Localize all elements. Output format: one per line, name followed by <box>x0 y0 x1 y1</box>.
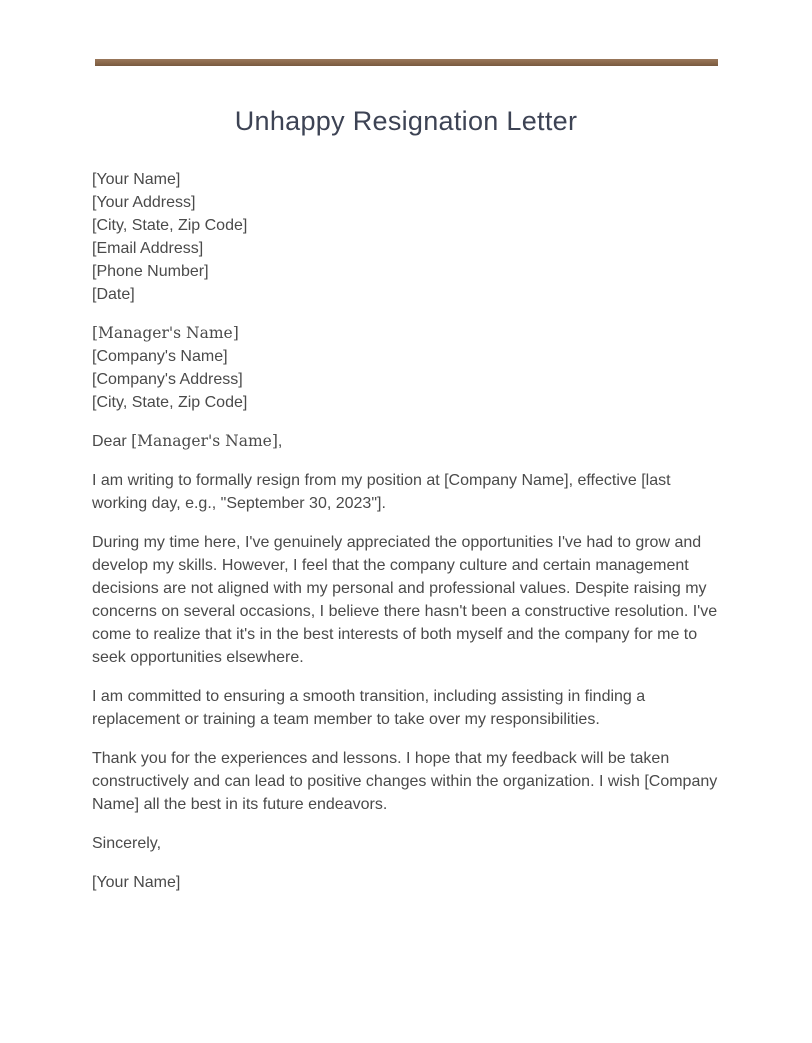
sender-line-address: [Your Address] <box>92 194 196 211</box>
paragraph-thanks: Thank you for the experiences and lessons. I hope that my feedback will be taken constructively and can lead to positive changes within the organization. I wish [Company Name] all the best in its future endeavors. <box>92 750 718 813</box>
recipient-line-company: [Company's Name] <box>92 348 228 365</box>
page-title: Unhappy Resignation Letter <box>234 106 578 136</box>
paragraph-reasons: During my time here, I've genuinely appreciated the opportunities I've had to grow and develop my skills. However, I feel that the company culture and certain management decisions are not aligned with my personal and professional values. Despite raising my concerns on several occasions, I believe there hasn't been a constructive resolution. I've come to realize that it's in the best interests of both myself and the company for me to seek opportunities elsewhere. <box>92 534 718 666</box>
salutation-placeholder: [Manager's Name] <box>131 432 278 450</box>
recipient-block <box>92 322 720 414</box>
paragraph-transition: I am committed to ensuring a smooth transition, including assisting in finding a replacement or training a team member to take over my responsibilities. <box>92 688 646 728</box>
sender-line-name: [Your Name] <box>92 171 181 188</box>
sender-line-email: [Email Address] <box>92 240 204 257</box>
salutation <box>92 430 720 453</box>
recipient-line-address: [Company's Address] <box>92 371 243 388</box>
paragraph-resignation: I am writing to formally resign from my position at [Company Name], effective [last working day, e.g., "September 30, 2023"]. <box>92 472 671 512</box>
salutation-suffix: , <box>277 433 283 450</box>
sender-block <box>92 168 720 306</box>
closing: Sincerely, <box>92 835 162 852</box>
recipient-line-manager: [Manager's Name] <box>92 324 239 342</box>
sender-line-city: [City, State, Zip Code] <box>92 217 248 234</box>
signature: [Your Name] <box>92 874 181 891</box>
letter-content <box>92 0 720 910</box>
sender-line-date: [Date] <box>92 286 135 303</box>
sender-line-phone: [Phone Number] <box>92 263 209 280</box>
salutation-prefix: Dear <box>92 433 132 450</box>
recipient-line-city: [City, State, Zip Code] <box>92 394 248 411</box>
